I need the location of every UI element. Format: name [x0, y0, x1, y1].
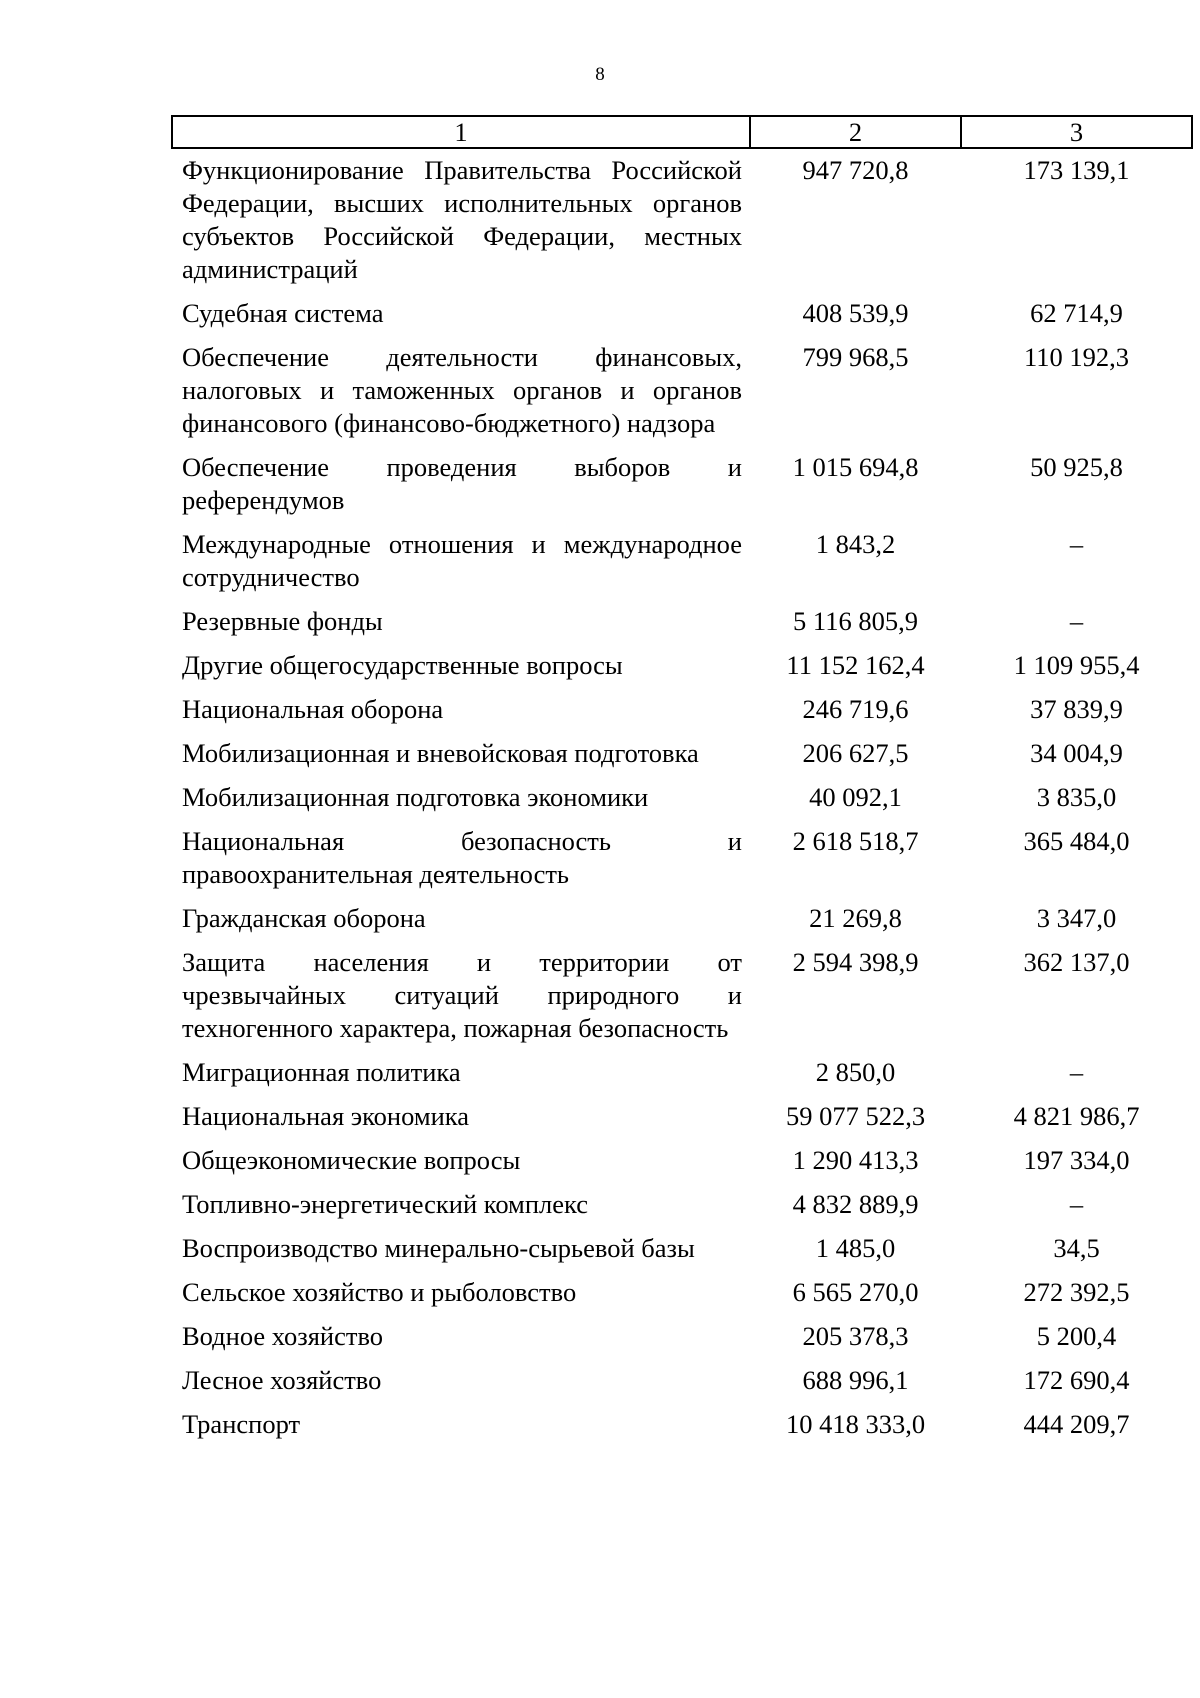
- table-header: [172, 116, 1192, 148]
- row-name-cell: [172, 148, 750, 286]
- row-value-col3: 4 821 986,7: [1013, 1101, 1140, 1131]
- table-row: [172, 330, 1192, 440]
- row-name: Обеспечение деятельности финансовых, налоговых и таможенных органов и органов финансового (финансово-бюджетного) надзора: [182, 342, 742, 438]
- row-value-col2: 688 996,1: [802, 1365, 909, 1395]
- table-row: [172, 1221, 1192, 1265]
- row-value-col2: 205 378,3: [802, 1321, 909, 1351]
- row-value-col2: 947 720,8: [802, 155, 909, 185]
- row-value-col2: 408 539,9: [802, 298, 909, 328]
- table-row: [172, 1045, 1192, 1089]
- table-row: [172, 814, 1192, 891]
- table-row: [172, 1309, 1192, 1353]
- row-value-col3: 5 200,4: [1036, 1321, 1117, 1351]
- row-value-col2: 1 015 694,8: [792, 452, 919, 482]
- row-value-col3: 34 004,9: [1030, 738, 1123, 768]
- table-row: [172, 440, 1192, 517]
- row-name-cell: [172, 1397, 750, 1441]
- row-name: Международные отношения и международное сотрудничество: [182, 529, 742, 592]
- row-value-col3: 197 334,0: [1023, 1145, 1130, 1175]
- row-value-col2: 206 627,5: [802, 738, 909, 768]
- row-name-cell: [172, 1089, 750, 1133]
- row-value-col3: 272 392,5: [1023, 1277, 1130, 1307]
- row-value-col3: 110 192,3: [1023, 342, 1130, 372]
- row-value-col3: 3 835,0: [1036, 782, 1117, 812]
- row-name-cell: [172, 891, 750, 935]
- table-body: [172, 148, 1192, 1441]
- row-name: Другие общегосударственные вопросы: [182, 650, 623, 680]
- table-row: [172, 1133, 1192, 1177]
- column-header-3: 3: [961, 116, 1192, 148]
- row-value-col2: 2 850,0: [815, 1057, 896, 1087]
- row-name: Общеэкономические вопросы: [182, 1145, 521, 1175]
- row-value-col3: 444 209,7: [1023, 1409, 1130, 1439]
- row-value-col2: 1 485,0: [815, 1233, 896, 1263]
- table-row: [172, 1397, 1192, 1441]
- table-row: [172, 148, 1192, 286]
- row-name-cell: [172, 286, 750, 330]
- column-header-1: 1: [172, 116, 750, 148]
- row-name: Лесное хозяйство: [182, 1365, 382, 1395]
- table-row: [172, 726, 1192, 770]
- row-value-col3: –: [1069, 606, 1084, 636]
- row-value-col2: 59 077 522,3: [785, 1101, 926, 1131]
- row-value-col2: 2 594 398,9: [792, 947, 919, 977]
- table-row: [172, 770, 1192, 814]
- row-value-col2: 4 832 889,9: [792, 1189, 919, 1219]
- row-name: Обеспечение проведения выборов и референдумов: [182, 452, 742, 515]
- row-value-col2: 2 618 518,7: [792, 826, 919, 856]
- row-name-cell: [172, 517, 750, 594]
- row-name-cell: [172, 440, 750, 517]
- row-name: Воспроизводство минерально-сырьевой базы: [182, 1233, 695, 1263]
- row-value-col3: 173 139,1: [1023, 155, 1130, 185]
- row-value-col3: –: [1069, 1057, 1084, 1087]
- row-name-cell: [172, 1353, 750, 1397]
- row-value-col2: 799 968,5: [802, 342, 909, 372]
- row-name-cell: [172, 638, 750, 682]
- row-name: Национальная оборона: [182, 694, 444, 724]
- table-row: [172, 682, 1192, 726]
- row-name-cell: [172, 1309, 750, 1353]
- row-name-cell: [172, 330, 750, 440]
- row-value-col3: 172 690,4: [1023, 1365, 1130, 1395]
- row-name: Функционирование Правительства Российской Федерации, высших исполнительных органов субъектов Российской Федерации, местных администраций: [182, 155, 742, 284]
- row-value-col2: 11 152 162,4: [786, 650, 925, 680]
- row-value-col2: 21 269,8: [809, 903, 902, 933]
- table-row: [172, 935, 1192, 1045]
- row-value-col3: 365 484,0: [1023, 826, 1130, 856]
- table-row: [172, 638, 1192, 682]
- table-row: [172, 286, 1192, 330]
- row-name: Мобилизационная подготовка экономики: [182, 782, 649, 812]
- row-name: Национальная экономика: [182, 1101, 470, 1131]
- row-value-col2: 246 719,6: [802, 694, 909, 724]
- row-value-col2: 1 290 413,3: [792, 1145, 919, 1175]
- row-name: Резервные фонды: [182, 606, 383, 636]
- row-value-col2: 6 565 270,0: [792, 1277, 919, 1307]
- row-name-cell: [172, 1133, 750, 1177]
- budget-table: [171, 115, 1193, 1441]
- row-name: Защита населения и территории от чрезвычайных ситуаций природного и техногенного характера, пожарная безопасность: [182, 947, 742, 1043]
- row-value-col2: 10 418 333,0: [785, 1409, 926, 1439]
- row-value-col3: –: [1069, 529, 1084, 559]
- row-name-cell: [172, 682, 750, 726]
- row-value-col3: 34,5: [1053, 1233, 1100, 1263]
- row-value-col3: 37 839,9: [1030, 694, 1123, 724]
- row-value-col2: 1 843,2: [815, 529, 896, 559]
- row-name-cell: [172, 1265, 750, 1309]
- row-name: Топливно-энергетический комплекс: [182, 1189, 588, 1219]
- row-name: Сельское хозяйство и рыболовство: [182, 1277, 577, 1307]
- row-value-col3: 3 347,0: [1036, 903, 1117, 933]
- row-name: Водное хозяйство: [182, 1321, 384, 1351]
- table-row: [172, 1353, 1192, 1397]
- row-value-col3: –: [1069, 1189, 1084, 1219]
- row-value-col2: 5 116 805,9: [793, 606, 918, 636]
- table-row: [172, 1265, 1192, 1309]
- row-name: Транспорт: [182, 1409, 301, 1439]
- row-name: Судебная система: [182, 298, 384, 328]
- row-value-col3: 62 714,9: [1030, 298, 1123, 328]
- row-name: Мобилизационная и вневойсковая подготовка: [182, 738, 699, 768]
- page-number: 8: [595, 64, 605, 85]
- row-name: Национальная безопасность и правоохранительная деятельность: [182, 826, 742, 889]
- table-row: [172, 891, 1192, 935]
- row-value-col2: 40 092,1: [809, 782, 902, 812]
- row-name-cell: [172, 814, 750, 891]
- row-name-cell: [172, 1221, 750, 1265]
- row-name-cell: [172, 1177, 750, 1221]
- row-name-cell: [172, 935, 750, 1045]
- column-header-2: 2: [750, 116, 961, 148]
- row-name: Гражданская оборона: [182, 903, 426, 933]
- row-value-col3: 1 109 955,4: [1013, 650, 1140, 680]
- row-value-col3: 362 137,0: [1023, 947, 1130, 977]
- row-name-cell: [172, 594, 750, 638]
- table-row: [172, 517, 1192, 594]
- table-row: [172, 1089, 1192, 1133]
- row-name-cell: [172, 726, 750, 770]
- row-name: Миграционная политика: [182, 1057, 461, 1087]
- row-name-cell: [172, 1045, 750, 1089]
- table-row: [172, 594, 1192, 638]
- row-name-cell: [172, 770, 750, 814]
- table-row: [172, 1177, 1192, 1221]
- row-value-col3: 50 925,8: [1030, 452, 1123, 482]
